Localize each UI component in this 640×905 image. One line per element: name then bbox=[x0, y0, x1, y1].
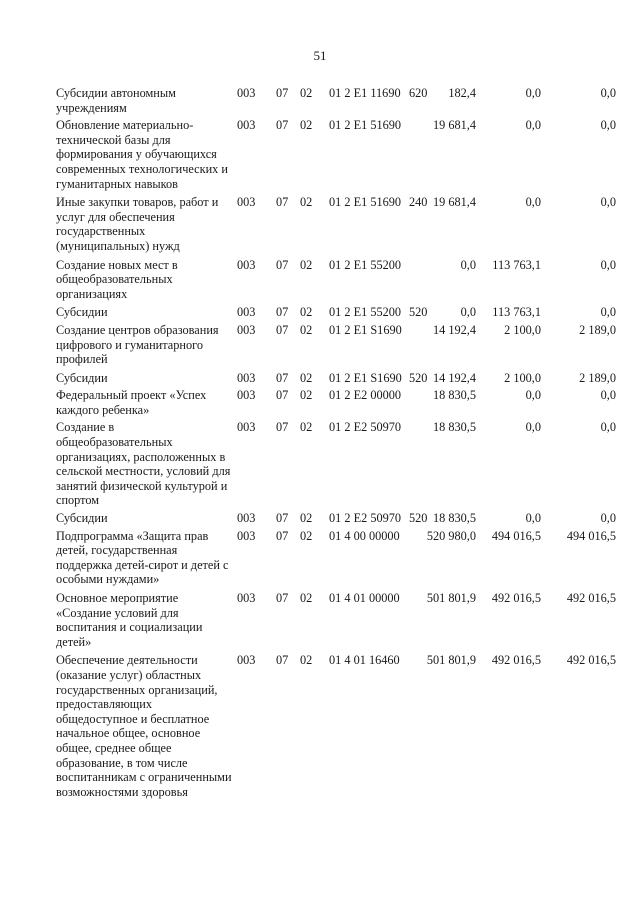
cell-expense-type: 620 bbox=[409, 86, 428, 100]
table-row bbox=[56, 511, 628, 526]
cell-razdel: 07 bbox=[276, 528, 289, 543]
budget-table bbox=[56, 86, 628, 799]
cell-amount-year1: 501 801,9 bbox=[426, 653, 476, 668]
cell-razdel: 07 bbox=[276, 322, 289, 337]
cell-ved: 003 bbox=[237, 322, 256, 337]
row-name: Субсидии bbox=[56, 370, 108, 385]
cell-expense-type: 520 bbox=[409, 305, 428, 320]
row-name: Субсидии bbox=[56, 305, 108, 320]
cell-amount-year3: 2 189,0 bbox=[579, 370, 616, 385]
cell-amount-year1: 18 830,5 bbox=[432, 388, 476, 403]
cell-amount-year3: 0,0 bbox=[600, 511, 616, 526]
cell-amount-year1: 0,0 bbox=[460, 305, 476, 320]
cell-podrazdel: 02 bbox=[300, 388, 313, 403]
cell-amount-year3: 494 016,5 bbox=[566, 528, 616, 543]
cell-amount-year3: 0,0 bbox=[600, 195, 616, 210]
cell-podrazdel: 02 bbox=[300, 420, 313, 435]
row-name: Основное мероприятие «Создание условий для воспитания и социализации детей» bbox=[56, 591, 203, 649]
row-name: Обеспечение деятельности (оказание услуг) областных государственных организаций, предоставляющих общедоступное и бесплатное начальное общее, основное общее, среднее общее образование, в том числе воспитанникам с ограниченными возможностями здоровья bbox=[56, 653, 232, 799]
table-row bbox=[56, 195, 628, 253]
cell-amount-year2: 0,0 bbox=[525, 420, 541, 435]
row-name: Иные закупки товаров, работ и услуг для обеспечения государственных (муниципальных) нужд bbox=[56, 195, 219, 253]
cell-amount-year2: 0,0 bbox=[525, 388, 541, 403]
cell-amount-year2: 492 016,5 bbox=[491, 653, 541, 668]
row-name: Создание новых мест в общеобразовательных организациях bbox=[56, 257, 178, 301]
cell-razdel: 07 bbox=[276, 118, 289, 133]
cell-amount-year3: 492 016,5 bbox=[566, 653, 616, 668]
cell-amount-year1: 14 192,4 bbox=[432, 370, 476, 385]
cell-target-article: 01 2 E1 55200 bbox=[329, 305, 402, 320]
cell-ved: 003 bbox=[237, 257, 256, 272]
cell-amount-year2: 113 763,1 bbox=[492, 257, 541, 272]
cell-amount-year2: 494 016,5 bbox=[491, 528, 541, 543]
table-row bbox=[56, 86, 628, 115]
cell-podrazdel: 02 bbox=[300, 257, 313, 272]
cell-razdel: 07 bbox=[276, 305, 289, 320]
cell-amount-year3: 0,0 bbox=[600, 118, 616, 133]
cell-target-article: 01 2 E1 55200 bbox=[329, 257, 402, 272]
cell-amount-year3: 0,0 bbox=[600, 257, 616, 272]
table-row bbox=[56, 305, 628, 320]
row-name: Субсидии bbox=[56, 511, 108, 526]
cell-expense-type: 240 bbox=[409, 195, 428, 210]
cell-razdel: 07 bbox=[276, 591, 289, 605]
cell-podrazdel: 02 bbox=[300, 653, 313, 668]
cell-amount-year1: 19 681,4 bbox=[432, 195, 476, 210]
table-row bbox=[56, 388, 628, 417]
cell-amount-year2: 0,0 bbox=[525, 118, 541, 133]
table-row bbox=[56, 118, 628, 191]
table-row bbox=[56, 258, 628, 302]
cell-amount-year2: 0,0 bbox=[525, 86, 541, 100]
cell-target-article: 01 2 E2 50970 bbox=[329, 511, 402, 526]
cell-amount-year3: 492 016,5 bbox=[566, 591, 616, 605]
cell-amount-year1: 520 980,0 bbox=[426, 528, 476, 543]
cell-ved: 003 bbox=[237, 653, 256, 668]
row-name: Обновление материально-технической базы для формирования у обучающихся современных технологических и гуманитарных навыков bbox=[56, 118, 228, 191]
cell-amount-year2: 0,0 bbox=[525, 195, 541, 210]
cell-razdel: 07 bbox=[276, 388, 289, 403]
cell-podrazdel: 02 bbox=[300, 528, 313, 543]
cell-ved: 003 bbox=[237, 388, 256, 403]
page-number: 51 bbox=[313, 48, 327, 63]
cell-podrazdel: 02 bbox=[300, 305, 313, 320]
table-row bbox=[56, 529, 628, 587]
row-name: Федеральный проект «Успех каждого ребенка» bbox=[56, 388, 207, 417]
cell-razdel: 07 bbox=[276, 195, 289, 210]
cell-expense-type: 520 bbox=[409, 370, 428, 385]
table-row bbox=[56, 591, 628, 649]
cell-amount-year3: 2 189,0 bbox=[579, 322, 616, 337]
cell-target-article: 01 4 01 00000 bbox=[329, 591, 400, 605]
row-name: Создание центров образования цифрового и гуманитарного профилей bbox=[56, 322, 219, 367]
row-name: Подпрограмма «Защита прав детей, государственная поддержка детей-сирот и детей с особыми нуждами» bbox=[56, 528, 229, 587]
cell-target-article: 01 4 00 00000 bbox=[329, 528, 400, 543]
cell-ved: 003 bbox=[237, 86, 256, 100]
cell-amount-year3: 0,0 bbox=[600, 388, 616, 403]
cell-razdel: 07 bbox=[276, 511, 289, 526]
table-row bbox=[56, 653, 628, 799]
cell-target-article: 01 2 E1 51690 bbox=[329, 195, 402, 210]
cell-target-article: 01 2 E1 51690 bbox=[329, 118, 402, 133]
cell-amount-year2: 113 763,1 bbox=[492, 305, 541, 320]
cell-target-article: 01 2 E1 11690 bbox=[329, 86, 401, 100]
cell-amount-year3: 0,0 bbox=[600, 420, 616, 435]
cell-podrazdel: 02 bbox=[300, 195, 313, 210]
cell-amount-year2: 492 016,5 bbox=[491, 591, 541, 605]
cell-amount-year1: 14 192,4 bbox=[432, 322, 476, 337]
row-name: Субсидии автономным учреждениям bbox=[56, 86, 176, 115]
cell-podrazdel: 02 bbox=[300, 591, 313, 605]
cell-amount-year2: 2 100,0 bbox=[504, 370, 541, 385]
cell-target-article: 01 2 E2 00000 bbox=[329, 388, 402, 403]
cell-ved: 003 bbox=[237, 420, 256, 435]
cell-amount-year1: 182,4 bbox=[448, 86, 476, 100]
cell-razdel: 07 bbox=[276, 653, 289, 668]
cell-ved: 003 bbox=[237, 305, 256, 320]
cell-razdel: 07 bbox=[276, 86, 289, 100]
cell-amount-year3: 0,0 bbox=[600, 86, 616, 100]
cell-target-article: 01 2 E1 S1690 bbox=[329, 370, 402, 385]
cell-razdel: 07 bbox=[276, 370, 289, 385]
cell-ved: 003 bbox=[237, 195, 256, 210]
cell-ved: 003 bbox=[237, 370, 256, 385]
cell-target-article: 01 2 E1 S1690 bbox=[329, 322, 402, 337]
cell-ved: 003 bbox=[237, 118, 256, 133]
cell-amount-year3: 0,0 bbox=[600, 305, 616, 320]
cell-podrazdel: 02 bbox=[300, 86, 313, 100]
cell-ved: 003 bbox=[237, 591, 256, 605]
table-row bbox=[56, 323, 628, 367]
cell-podrazdel: 02 bbox=[300, 322, 313, 337]
row-name: Создание в общеобразовательных организациях, расположенных в сельской местности, условий для занятий физической культурой и спортом bbox=[56, 420, 231, 508]
cell-ved: 003 bbox=[237, 511, 256, 526]
cell-amount-year1: 0,0 bbox=[460, 257, 476, 272]
cell-amount-year1: 501 801,9 bbox=[426, 591, 476, 605]
cell-target-article: 01 2 E2 50970 bbox=[329, 420, 402, 435]
cell-amount-year1: 19 681,4 bbox=[432, 118, 476, 133]
cell-amount-year2: 0,0 bbox=[525, 511, 541, 526]
cell-ved: 003 bbox=[237, 528, 256, 543]
cell-amount-year1: 18 830,5 bbox=[432, 511, 476, 526]
cell-amount-year1: 18 830,5 bbox=[432, 420, 476, 435]
table-row bbox=[56, 420, 628, 508]
cell-razdel: 07 bbox=[276, 420, 289, 435]
cell-podrazdel: 02 bbox=[300, 118, 313, 133]
cell-amount-year2: 2 100,0 bbox=[504, 322, 541, 337]
cell-target-article: 01 4 01 16460 bbox=[329, 653, 400, 668]
table-row bbox=[56, 371, 628, 386]
cell-expense-type: 520 bbox=[409, 511, 428, 526]
cell-podrazdel: 02 bbox=[300, 370, 313, 385]
cell-podrazdel: 02 bbox=[300, 511, 313, 526]
cell-razdel: 07 bbox=[276, 257, 289, 272]
